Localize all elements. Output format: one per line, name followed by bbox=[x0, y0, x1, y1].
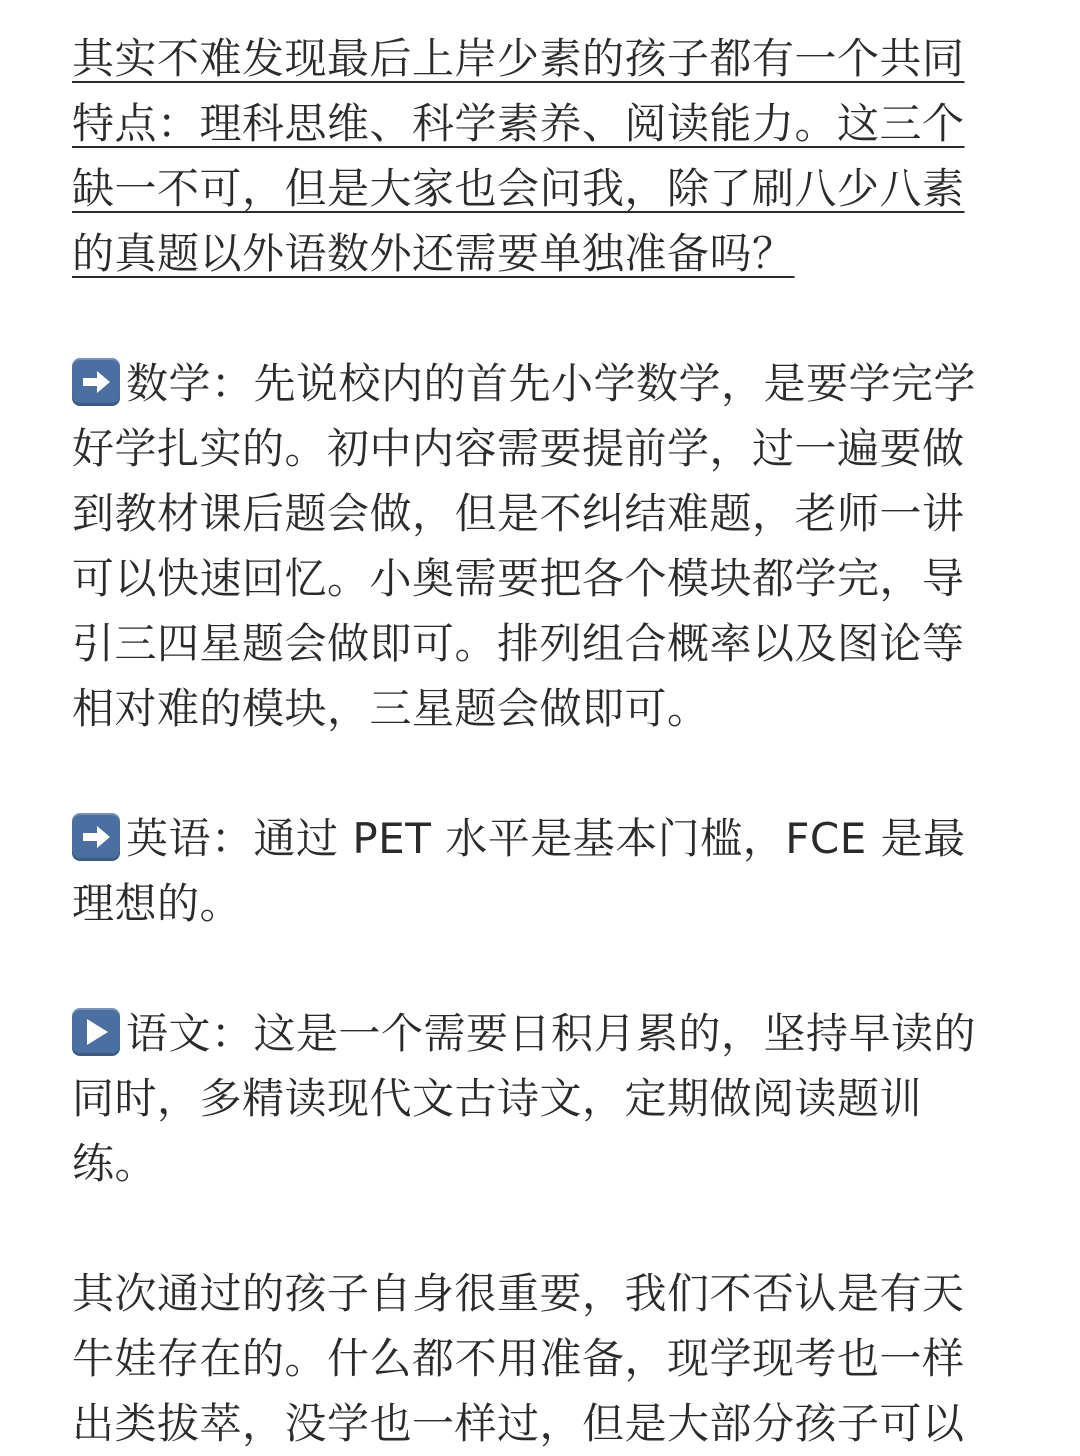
closing-paragraph bbox=[72, 1261, 1002, 1456]
chinese-paragraph bbox=[72, 1001, 1002, 1196]
right-arrow-icon bbox=[72, 358, 120, 406]
closing-paragraph-text: 其次通过的孩子自身很重要，我们不否认是有天牛娃存在的。什么都不用准备，现学现考也一样出类拔萃，没学也一样过，但是大部分孩子可以 bbox=[72, 1269, 965, 1448]
intro-paragraph-text: 其实不难发现最后上岸少素的孩子都有一个共同特点：理科思维、科学素养、阅读能力。这三个缺一不可，但是大家也会问我，除了刷八少八素的真题以外语数外还需要单独准备吗？ bbox=[72, 34, 965, 278]
intro-paragraph bbox=[72, 26, 1002, 286]
english-paragraph-text: 英语：通过 PET 水平是基本门槛，FCE 是最理想的。 bbox=[72, 814, 966, 928]
english-paragraph bbox=[72, 806, 1002, 936]
math-paragraph-text: 数学：先说校内的首先小学数学，是要学完学好学扎实的。初中内容需要提前学，过一遍要做到教材课后题会做，但是不纠结难题，老师一讲可以快速回忆。小奥需要把各个模块都学完，导引三四星题会做即可。排列组合概率以及图论等相对难的模块，三星题会做即可。 bbox=[72, 359, 977, 733]
play-button-icon bbox=[72, 1008, 120, 1056]
article-body bbox=[72, 26, 1002, 1456]
math-paragraph bbox=[72, 351, 1002, 741]
right-arrow-icon bbox=[72, 813, 120, 861]
chinese-paragraph-text: 语文：这是一个需要日积月累的，坚持早读的同时，多精读现代文古诗文，定期做阅读题训练。 bbox=[72, 1009, 977, 1188]
